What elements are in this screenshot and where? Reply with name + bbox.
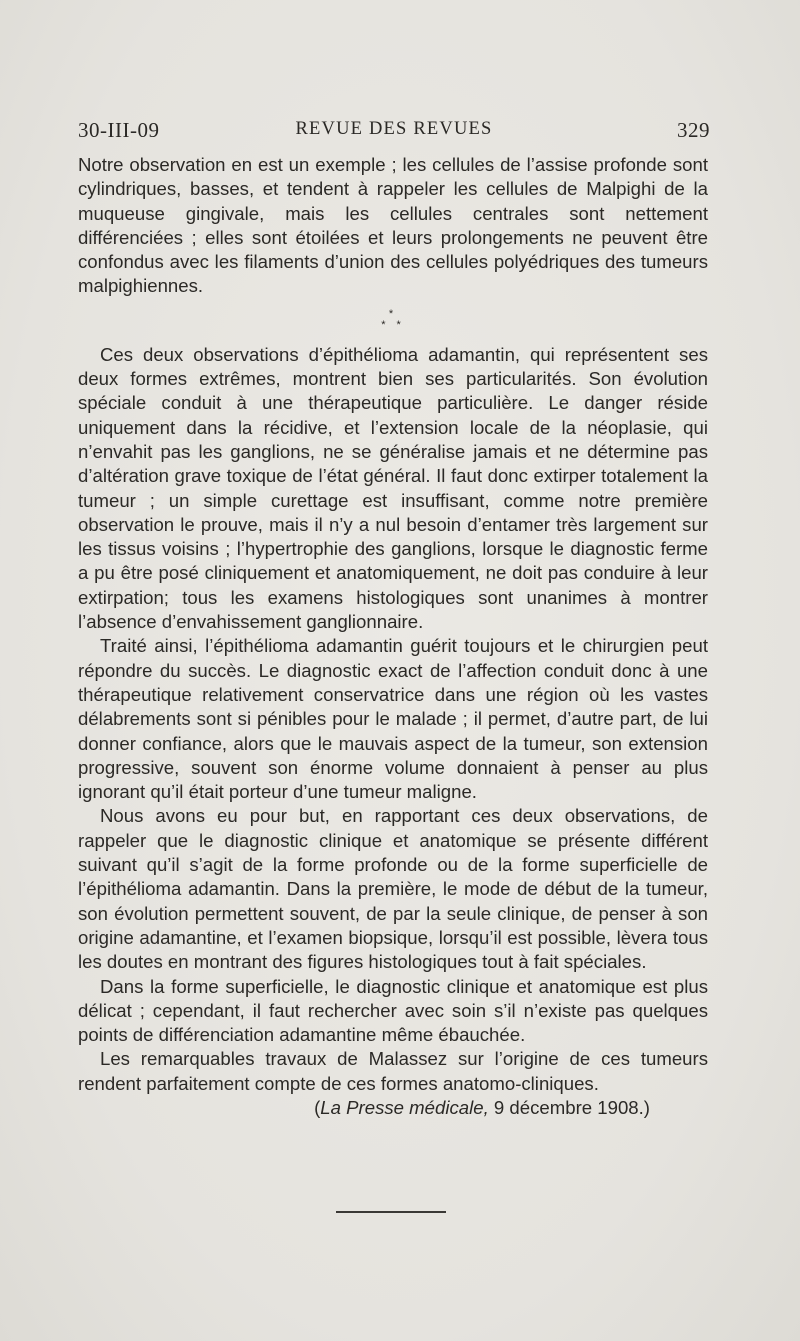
citation-journal: La Presse médicale, bbox=[320, 1096, 489, 1118]
paragraph-diagnosis: Nous avons eu pour but, en rapportant ces deux observations, de rappeler que le diagnostic clinique et anatomique se présente différent suivant qu’il s’agit de la forme profonde ou de la forme superficielle de l’épithélioma adamantin. Dans la première, le mode de début de la tumeur, son évolution permettent souvent, de par la seule clinique, de penser à son origine adamantine, et l’examen biopsique, lorsqu’il est possible, lèvera tous les doutes en montrant des figures histologiques tout à fait spéciales. bbox=[78, 805, 708, 973]
running-title: REVUE DES REVUES bbox=[295, 119, 493, 139]
section-asterism bbox=[78, 299, 708, 343]
asterism-top: * bbox=[388, 307, 398, 320]
page-number: 329 bbox=[677, 118, 710, 142]
paragraph-two-observations: Ces deux observations d’épithélioma adamantin, qui représentent ses deux formes extrêmes, montrent bien ses particularités. Son évolution spéciale conduit à une thérapeutique particulière. Le danger réside uniquement dans la récidive, et l’extension locale de la néoplasie, qui n’envahit pas les ganglions, ne se généralise jamais et ne détermine pas d’altération grave toxique de l’état général. Il faut donc extirper totalement la tumeur ; un simple curettage est insuffisant, comme notre première observation le prouve, mais il n’y a nul besoin d’entamer très largement sur les tissus voisins ; l’hypertrophie des ganglions, lorsque le diagnostic ferme a pu être posé cliniquement et anatomiquement, ne doit pas conduire à leur extirpation; tous les examens histologiques sont unanimes à montrer l’absence d’envahissement ganglionnaire. bbox=[78, 343, 708, 633]
paragraph-treatment: Traité ainsi, l’épithélioma adamantin guérit toujours et le chirurgien peut répondre du succès. Le diagnostic exact de l’affection conduit donc à une thérapeutique relativement conservatrice dans une région où les vastes délabrements sont si pénibles pour le malade ; il permet, d’autre part, de lui donner confiance, alors que le mauvais aspect de la tumeur, son extension progressive, souvent son énorme volume donnaient à penser au plus ignorant qu’il était porteur d’une tumeur maligne. bbox=[78, 635, 708, 803]
article-body bbox=[78, 153, 708, 1120]
issue-date: 30-III-09 bbox=[78, 118, 160, 142]
asterism-bottom: * * bbox=[381, 318, 405, 331]
page-header bbox=[78, 118, 710, 148]
paragraph-observation: Notre observation en est un exemple ; les cellules de l’assise profonde sont cylindriques, basses, et tendent à rappeler les cellules de Malpighi de la muqueuse gingivale, mais les cellules centrales sont nettement différenciées ; elles sont étoilées et leurs prolongements ne peuvent être confondus avec les filaments d’union des cellules polyédriques des tumeurs malpighiennes. bbox=[78, 154, 708, 297]
paragraph-superficial-form: Dans la forme superficielle, le diagnostic clinique et anatomique est plus délicat ; cependant, il faut rechercher avec soin s’il n’existe pas quelques points de différenciation adamantine même ébauchée. bbox=[78, 975, 708, 1046]
paragraph-malassez: Les remarquables travaux de Malassez sur l’origine de ces tumeurs rendent parfaitement compte de ces formes anatomo-cliniques. bbox=[78, 1048, 708, 1094]
closing-rule bbox=[336, 1211, 446, 1213]
citation-open: ( bbox=[314, 1096, 321, 1118]
citation-date: 9 décembre 1908.) bbox=[488, 1096, 650, 1118]
source-citation bbox=[78, 1096, 708, 1120]
